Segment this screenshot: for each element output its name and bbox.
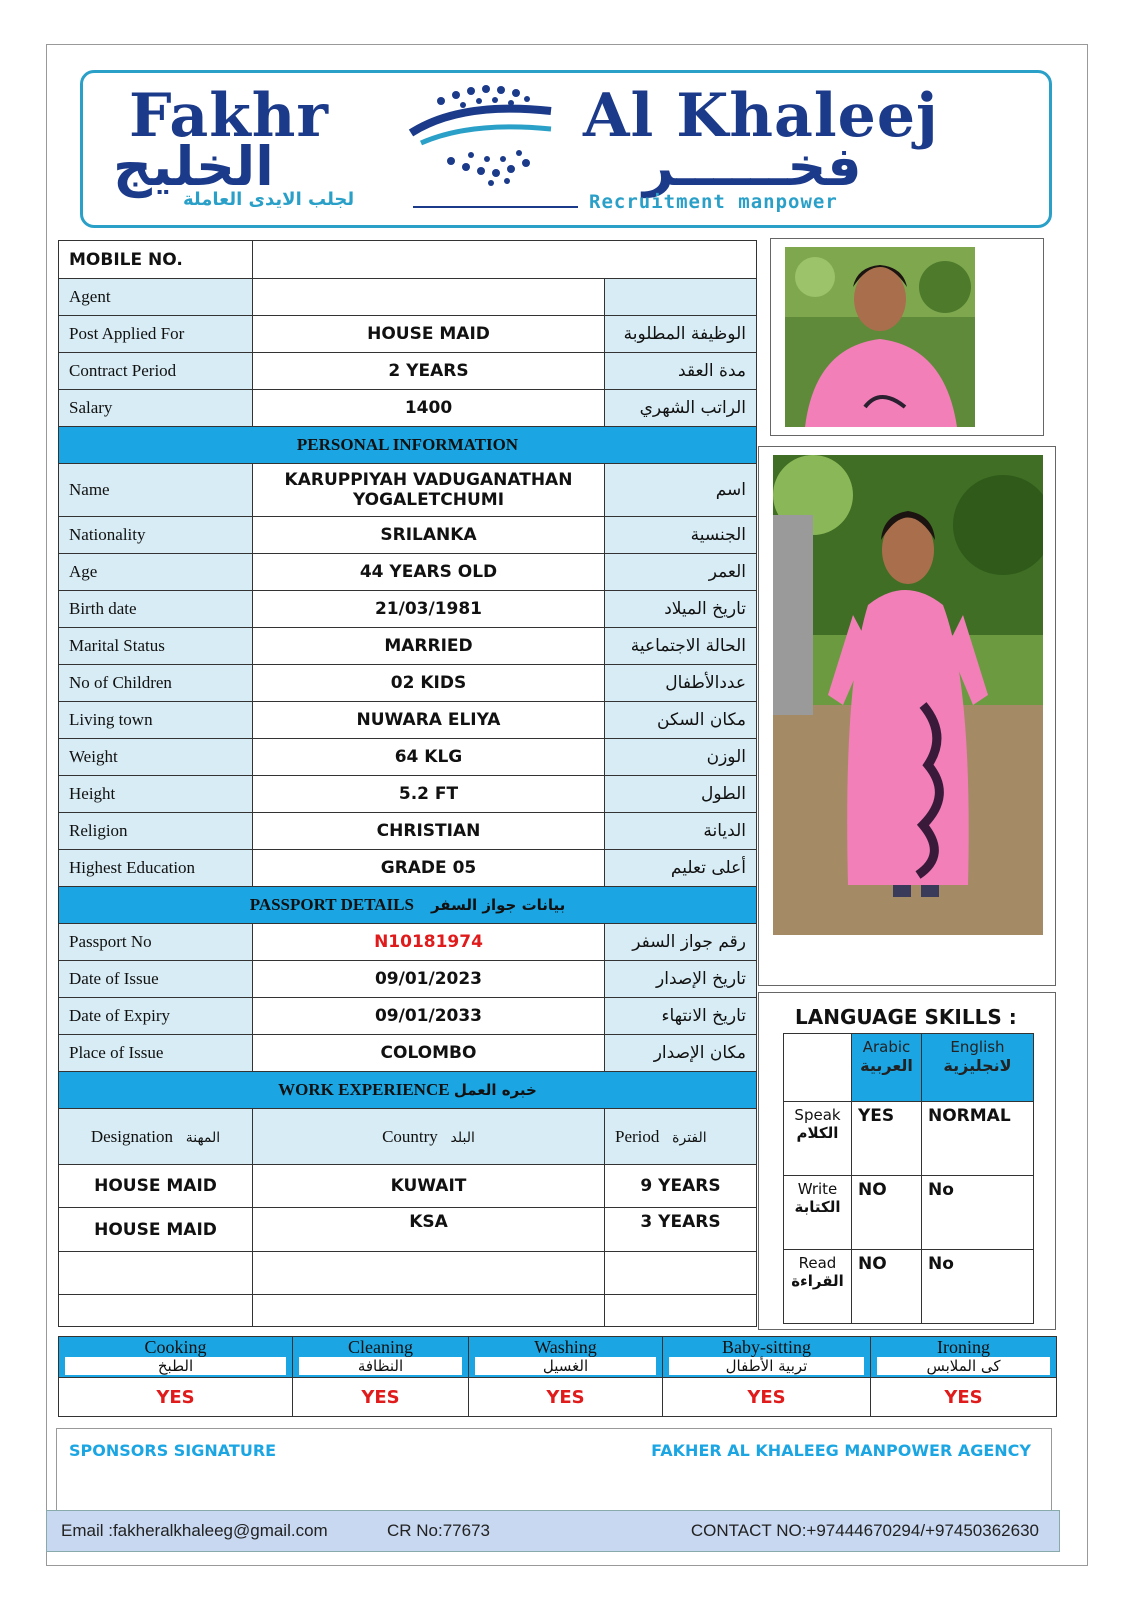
skill-ironing-name: Ironing (937, 1337, 990, 1357)
arabic-column-header (852, 1034, 922, 1102)
children-label: No of Children (59, 665, 253, 702)
contract-label-ar: مدة العقد (605, 353, 757, 390)
english-column-ar: لانجليزية (943, 1056, 1012, 1075)
logo-text-fakhr: Fakhr (129, 81, 329, 151)
skill-ironing-name-ar: كى الملابس (877, 1357, 1050, 1375)
marital-status-label-ar: الحالة الاجتماعية (605, 628, 757, 665)
arabic-column-ar: العربية (860, 1056, 913, 1075)
issue-date-label-ar: تاريخ الإصدار (605, 961, 757, 998)
place-of-issue-label: Place of Issue (59, 1035, 253, 1072)
agent-value (253, 279, 605, 316)
speak-arabic-value: YES (852, 1102, 922, 1176)
write-row-label (784, 1176, 852, 1250)
agent-label-ar (605, 279, 757, 316)
write-english-value: No (922, 1176, 1034, 1250)
write-arabic-value: NO (852, 1176, 922, 1250)
signature-box (56, 1428, 1052, 1516)
read-english-value: No (922, 1250, 1034, 1324)
designation-header-en: Designation (90, 1126, 173, 1146)
skill-cooking-name: Cooking (144, 1337, 207, 1357)
speak-row-label (784, 1102, 852, 1176)
post-label-ar: الوظيفة المطلوبة (605, 316, 757, 353)
designation-header-ar: المهنة (185, 1129, 221, 1146)
birth-date-label: Birth date (59, 591, 253, 628)
nationality-value: SRILANKA (253, 517, 605, 554)
skill-babysitting-value: YES (663, 1378, 871, 1417)
agent-label: Agent (59, 279, 253, 316)
language-skills-title: LANGUAGE SKILLS : (795, 1005, 1017, 1029)
work-heading (59, 1072, 757, 1109)
logo-text-ar-right: فخــــــر (643, 135, 862, 198)
marital-status-label: Marital Status (59, 628, 253, 665)
read-label-en: Read (798, 1254, 837, 1272)
age-label-ar: العمر (605, 554, 757, 591)
issue-date-value: 09/01/2023 (253, 961, 605, 998)
skill-washing-value: YES (469, 1378, 663, 1417)
weight-label-ar: الوزن (605, 739, 757, 776)
logo-text-ar-left: الخليج (113, 135, 274, 198)
designation-header (59, 1109, 253, 1165)
nationality-label: Nationality (59, 517, 253, 554)
skill-babysitting-header (663, 1337, 871, 1378)
write-label-en: Write (797, 1180, 838, 1198)
salary-label: Salary (59, 390, 253, 427)
expiry-date-label: Date of Expiry (59, 998, 253, 1035)
contract-value: 2 YEARS (253, 353, 605, 390)
skill-cleaning-name: Cleaning (348, 1337, 413, 1357)
skill-cooking-header (59, 1337, 293, 1378)
height-label-ar: الطول (605, 776, 757, 813)
height-label: Height (59, 776, 253, 813)
logo-tagline-ar: لجلب الايدى العاملة (183, 189, 355, 210)
birth-date-label-ar: تاريخ الميلاد (605, 591, 757, 628)
religion-label-ar: الديانة (605, 813, 757, 850)
expiry-date-label-ar: تاريخ الانتهاء (605, 998, 757, 1035)
speak-label-en: Speak (794, 1106, 841, 1124)
period-header (605, 1109, 757, 1165)
period-header-en: Period (615, 1126, 660, 1146)
work-designation: HOUSE MAID (59, 1165, 253, 1208)
mobile-value (253, 241, 757, 279)
height-value: 5.2 FT (253, 776, 605, 813)
passport-no-label-ar: رقم جواز السفر (605, 924, 757, 961)
children-value: 02 KIDS (253, 665, 605, 702)
sponsors-signature-label: SPONSORS SIGNATURE (69, 1441, 277, 1460)
skill-babysitting-name-ar: تربية الأطفال (669, 1357, 864, 1375)
skill-washing-name: Washing (534, 1337, 597, 1357)
company-logo (80, 70, 1052, 228)
children-label-ar: عددالأطفال (605, 665, 757, 702)
education-label-ar: أعلى تعليم (605, 850, 757, 887)
expiry-date-value: 09/01/2033 (253, 998, 605, 1035)
footer-email: Email :fakheralkhaleeg@gmail.com (61, 1521, 328, 1540)
name-label-ar: اسم (605, 464, 757, 517)
skill-babysitting-name: Baby-sitting (722, 1337, 811, 1357)
work-country: KUWAIT (253, 1165, 605, 1208)
footer-cr-number: CR No:77673 (387, 1521, 491, 1540)
weight-label: Weight (59, 739, 253, 776)
skill-cooking-value: YES (59, 1378, 293, 1417)
work-period: 9 YEARS (605, 1165, 757, 1208)
agency-signature-label: FAKHER AL KHALEEG MANPOWER AGENCY (651, 1441, 1031, 1460)
passport-heading-ar: بيانات جواز السفر (430, 896, 566, 914)
english-column-header (922, 1034, 1034, 1102)
religion-value: CHRISTIAN (253, 813, 605, 850)
skills-table (58, 1336, 1057, 1417)
post-label: Post Applied For (59, 316, 253, 353)
read-label-ar: القراءة (791, 1272, 844, 1290)
place-of-issue-value: COLOMBO (253, 1035, 605, 1072)
country-header-en: Country (382, 1126, 438, 1146)
portrait-photo (785, 247, 975, 427)
birth-date-value: 21/03/1981 (253, 591, 605, 628)
work-heading-en: WORK EXPERIENCE (278, 1080, 450, 1099)
post-value: HOUSE MAID (253, 316, 605, 353)
logo-text-al-khaleej: Al Khaleej (583, 81, 939, 151)
skill-cleaning-name-ar: النظافة (299, 1357, 462, 1375)
arabic-column-en: Arabic (862, 1038, 911, 1056)
weight-value: 64 KLG (253, 739, 605, 776)
english-column-en: English (950, 1038, 1005, 1056)
write-label-ar: الكتابة (794, 1198, 841, 1216)
contract-label: Contract Period (59, 353, 253, 390)
country-header-ar: البلد (450, 1129, 475, 1146)
living-town-label: Living town (59, 702, 253, 739)
work-designation: HOUSE MAID (59, 1208, 253, 1252)
logo-divider (413, 206, 578, 208)
read-row-label (784, 1250, 852, 1324)
work-period: 3 YEARS (605, 1208, 757, 1252)
period-header-ar: الفترة (672, 1129, 707, 1146)
language-skills-panel (758, 992, 1056, 1330)
language-skills-table (783, 1033, 1034, 1324)
place-of-issue-label-ar: مكان الإصدار (605, 1035, 757, 1072)
skill-ironing-header (871, 1337, 1057, 1378)
work-designation (59, 1295, 253, 1327)
footer-bar (46, 1510, 1060, 1552)
full-body-photo (773, 455, 1043, 935)
passport-heading-en: PASSPORT DETAILS (249, 895, 414, 914)
portrait-photo-frame (770, 238, 1044, 436)
skill-washing-header (469, 1337, 663, 1378)
salary-value: 1400 (253, 390, 605, 427)
skill-cooking-name-ar: الطبخ (65, 1357, 286, 1375)
work-country (253, 1295, 605, 1327)
age-value: 44 YEARS OLD (253, 554, 605, 591)
country-header (253, 1109, 605, 1165)
personal-info-heading: PERSONAL INFORMATION (59, 427, 757, 464)
work-designation (59, 1252, 253, 1295)
cv-table (58, 240, 757, 1327)
footer-contact: CONTACT NO:+97444670294/+97450362630 (690, 1521, 1039, 1540)
marital-status-value: MARRIED (253, 628, 605, 665)
passport-no-label: Passport No (59, 924, 253, 961)
work-period (605, 1295, 757, 1327)
language-corner-cell (784, 1034, 852, 1102)
living-town-value: NUWARA ELIYA (253, 702, 605, 739)
skill-washing-name-ar: الغسيل (475, 1357, 656, 1375)
work-period (605, 1252, 757, 1295)
logo-tagline-en: Recruitment manpower (589, 191, 838, 213)
full-body-photo-frame (758, 446, 1056, 986)
work-heading-ar: خبره العمل (453, 1081, 537, 1099)
name-label: Name (59, 464, 253, 517)
read-arabic-value: NO (852, 1250, 922, 1324)
nationality-label-ar: الجنسية (605, 517, 757, 554)
mobile-label: MOBILE NO. (59, 241, 253, 279)
passport-no-value: N10181974 (253, 924, 605, 961)
skill-ironing-value: YES (871, 1378, 1057, 1417)
skill-cleaning-header (293, 1337, 469, 1378)
issue-date-label: Date of Issue (59, 961, 253, 998)
skill-cleaning-value: YES (293, 1378, 469, 1417)
education-value: GRADE 05 (253, 850, 605, 887)
name-value: KARUPPIYAH VADUGANATHAN YOGALETCHUMI (253, 464, 605, 517)
speak-english-value: NORMAL (922, 1102, 1034, 1176)
passport-heading (59, 887, 757, 924)
logo-emblem-icon (401, 81, 561, 193)
living-town-label-ar: مكان السكن (605, 702, 757, 739)
work-country: KSA (253, 1208, 605, 1252)
age-label: Age (59, 554, 253, 591)
speak-label-ar: الكلام (796, 1124, 839, 1142)
religion-label: Religion (59, 813, 253, 850)
work-country (253, 1252, 605, 1295)
salary-label-ar: الراتب الشهري (605, 390, 757, 427)
education-label: Highest Education (59, 850, 253, 887)
